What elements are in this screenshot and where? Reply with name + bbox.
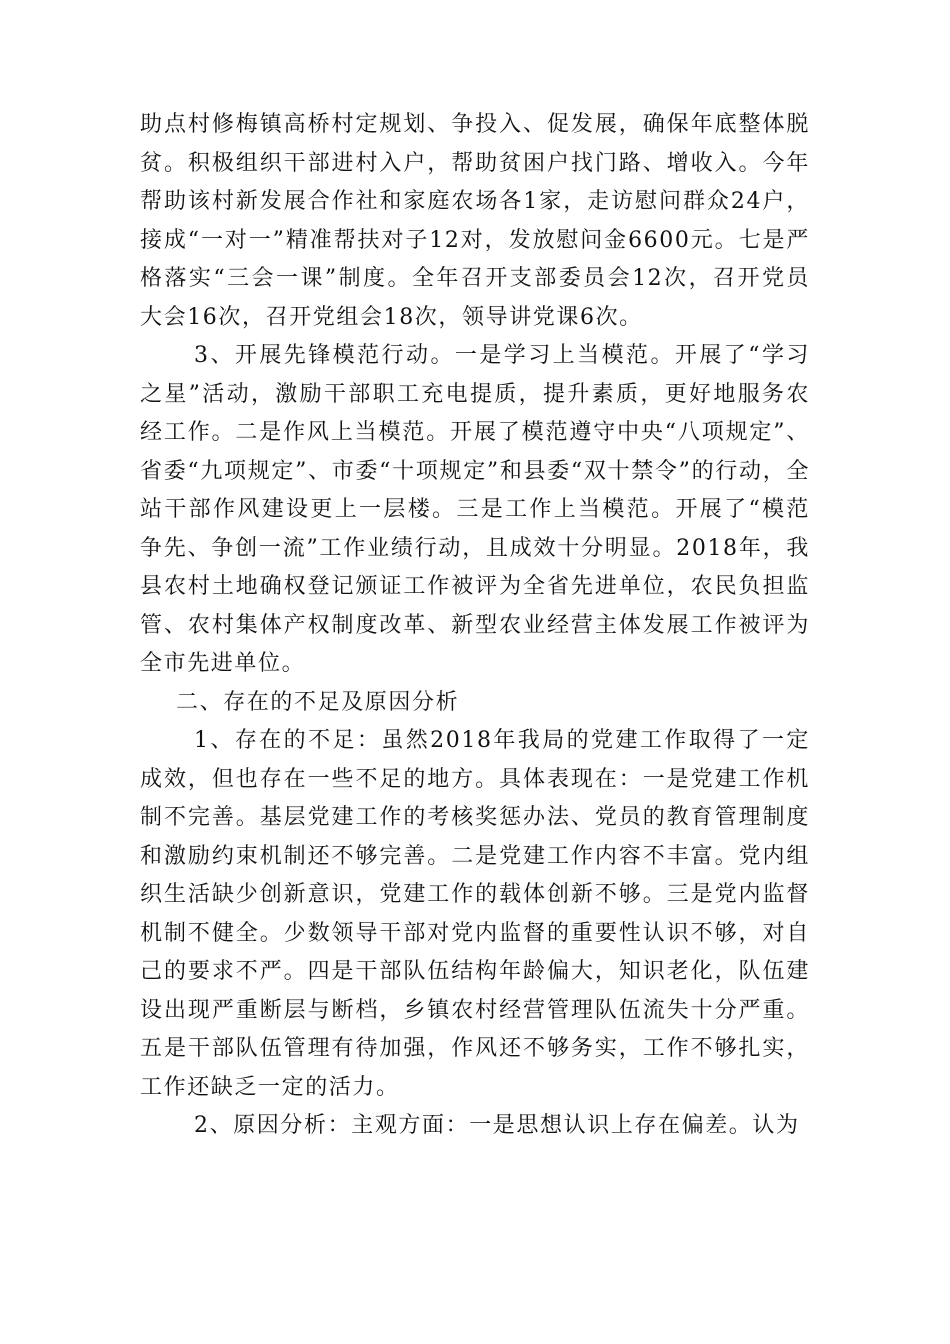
paragraph-cause-analysis: 2、原因分析：主观方面：一是思想认识上存在偏差。认为 (194, 1113, 800, 1138)
section-heading-shortcomings: 二、存在的不足及原因分析 (176, 689, 460, 715)
document-body (140, 106, 810, 1146)
paragraph-continuation: 助点村修梅镇高桥村定规划、争投入、促发展，确保年底整体脱贫。积极组织干部进村入户，帮助贫困户找门路、增收入。今年帮助该村新发展合作社和家庭农场各1家，走访慰问群众24户，接成“一对一”精准帮扶对子12对，发放慰问金6600元。七是严格落实“三会一课”制度。全年召开支部委员会12次，召开党员大会16次，召开党组会18次，领导讲党课6次。 (140, 112, 810, 330)
paragraph-pioneer-action: 3、开展先锋模范行动。一是学习上当模范。开展了“学习之星”活动，激励干部职工充电提质，提升素质，更好地服务农经工作。二是作风上当模范。开展了模范遵守中央“八项规定”、省委“九项规定”、市委“十项规定”和县委“双十禁令”的行动，全站干部作风建设更上一层楼。三是工作上当模范。开展了“模范争先、争创一流”工作业绩行动，且成效十分明显。2018年，我县农村土地确权登记颁证工作被评为全省先进单位，农民负担监管、农村集体产权制度改革、新型农业经营主体发展工作被评为全市先进单位。 (140, 343, 810, 676)
paragraph-shortcomings: 1、存在的不足：虽然2018年我局的党建工作取得了一定成效，但也存在一些不足的地方。具体表现在：一是党建工作机制不完善。基层党建工作的考核奖惩办法、党员的教育管理制度和激励约束机制还不够完善。二是党建工作内容不丰富。党内组织生活缺少创新意识，党建工作的载体创新不够。三是党内监督机制不健全。少数领导干部对党内监督的重要性认识不够，对自己的要求不严。四是干部队伍结构年龄偏大，知识老化，队伍建设出现严重断层与断档，乡镇农村经营管理队伍流失十分严重。五是干部队伍管理有待加强，作风还不够务实，工作不够扎实，工作还缺乏一定的活力。 (140, 728, 810, 1100)
